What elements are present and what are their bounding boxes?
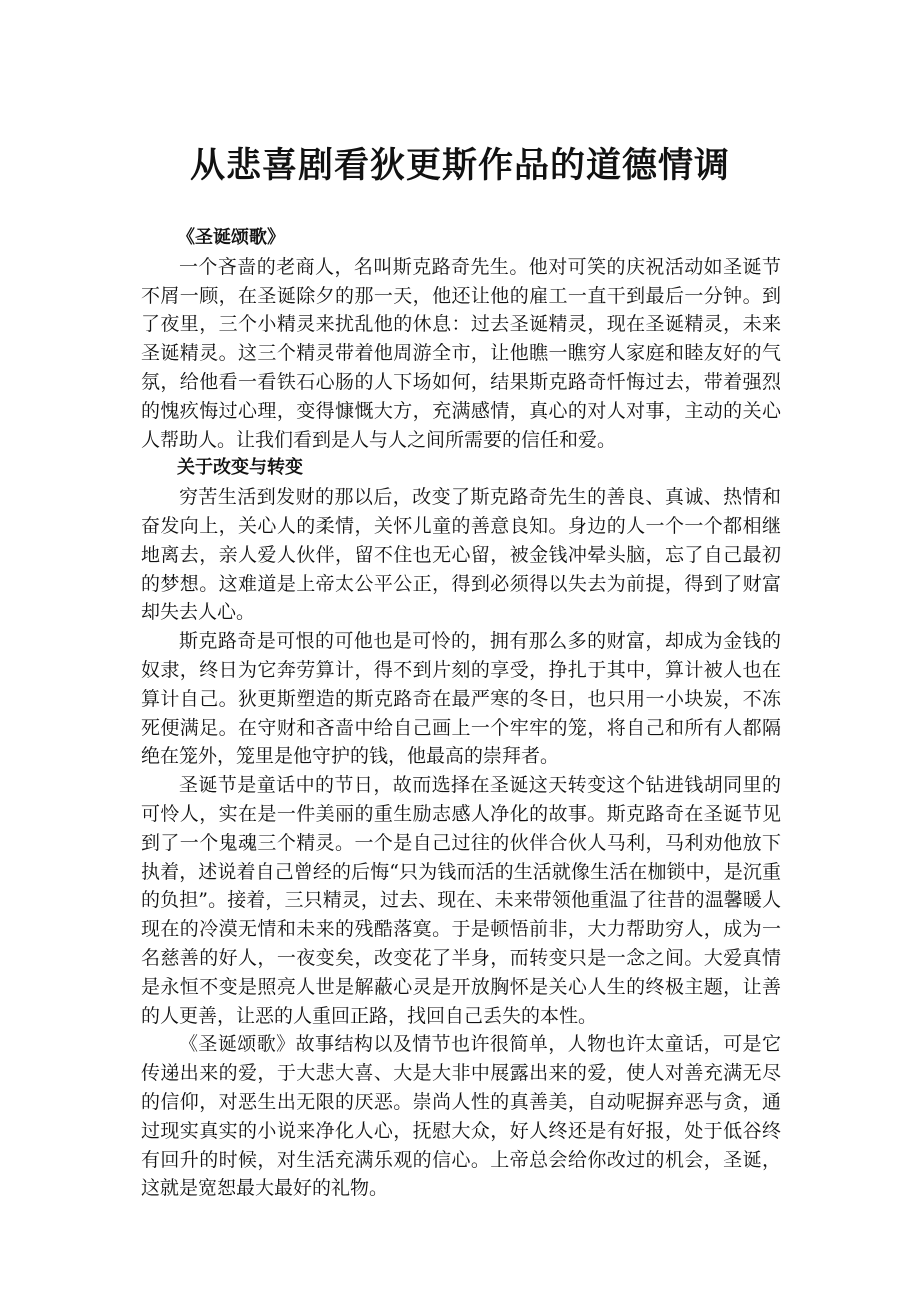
section-heading: 关于改变与转变 — [177, 457, 303, 479]
paragraph: 斯克路奇是可恨的可他也是可怜的，拥有那么多的财富，却成为金钱的奴隶，终日为它奔劳算计，得不到片刻的享受，挣扎于其中，算计被人也在算计自己。狄更斯塑造的斯克路奇在最严寒的冬日，也只用一小块炭，不冻死便满足。在守财和吝啬中给自己画上一个牢牢的笼，将自己和所有人都隔绝在笼外，笼里是他守护的钱，他最高的崇拜者。 — [141, 630, 781, 768]
paragraph: 一个吝啬的老商人，名叫斯克路奇先生。他对可笑的庆祝活动如圣诞节不屑一顾，在圣诞除夕的那一天，他还让他的雇工一直干到最后一分钟。到了夜里，三个小精灵来扰乱他的休息：过去圣诞精灵，现在圣诞精灵，未来圣诞精灵。这三个精灵带着他周游全市，让他瞧一瞧穷人家庭和睦友好的气氛，给他看一看铁石心肠的人下场如何，结果斯克路奇忏悔过去，带着强烈的愧疚悔过心理，变得慷慨大方，充满感情，真心的对人对事，主动的关心人帮助人。让我们看到是人与人之间所需要的信任和爱。 — [141, 255, 781, 451]
paragraph: 《圣诞颂歌》故事结构以及情节也许很简单，人物也许太童话，可是它传递出来的爱，于大悲大喜、大是大非中展露出来的爱，使人对善充满无尽的信仰，对恶生出无限的厌恶。崇尚人性的真善美，自动呢摒弃恶与贪，通过现实真实的小说来净化人心，抚慰大众，好人终还是有好报，处于低谷终有回升的时候，对生活充满乐观的信心。上帝总会给你改过的机会，圣诞，这就是宽恕最大最好的礼物。 — [141, 1033, 781, 1200]
paragraph: 圣诞节是童话中的节日，故而选择在圣诞这天转变这个钻进钱胡同里的可怜人，实在是一件美丽的重生励志感人净化的故事。斯克路奇在圣诞节见到了一个鬼魂三个精灵。一个是自己过往的伙伴合伙人马利，马利劝他放下执着，述说着自己曾经的后悔“只为钱而活的生活就像生活在枷锁中，是沉重的负担”。接着，三只精灵，过去、现在、未来带领他重温了往昔的温馨暖人现在的冷漠无情和未来的残酷落寞。于是顿悟前非，大力帮助穷人，成为一名慈善的好人，一夜变矣，改变花了半身，而转变只是一念之间。大爱真情是永恒不变是照亮人世是解蔽心灵是开放胸怀是关心人生的终极主题，让善的人更善，让恶的人重回正路，找回自己丢失的本性。 — [141, 774, 781, 1027]
paragraph: 穷苦生活到发财的那以后，改变了斯克路奇先生的善良、真诚、热情和奋发向上，关心人的柔情，关怀儿童的善意良知。身边的人一个一个都相继地离去，亲人爱人伙伴，留不住也无心留，被金钱冲晕头脑，忘了自己最初的梦想。这难道是上帝太公平公正，得到必须得以失去为前提，得到了财富却失去人心。 — [141, 486, 781, 624]
document-title: 从悲喜剧看狄更斯作品的道德情调 — [189, 146, 730, 186]
document-body — [141, 224, 781, 1203]
section-heading: 《圣诞颂歌》 — [177, 227, 285, 248]
